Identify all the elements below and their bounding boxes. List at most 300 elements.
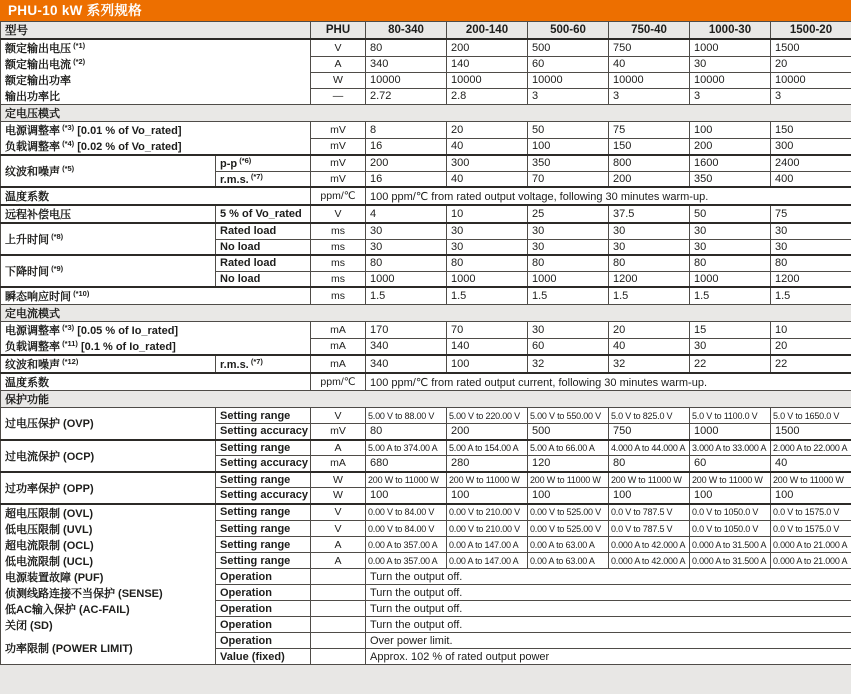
table-row: [1, 338, 851, 355]
value-cell: 32: [609, 355, 690, 373]
page-title: PHU-10 kW 系列规格: [0, 0, 851, 21]
value-cell: 200: [366, 155, 447, 171]
row-label: [1, 205, 216, 223]
row-label: [1, 601, 216, 617]
row-label-text: 负载调整率: [5, 341, 60, 353]
value-cell: 3: [771, 88, 851, 105]
row-label-extra: [0.05 % of Io_rated]: [74, 325, 179, 337]
row-sublabel: [216, 488, 311, 504]
row-sublabel: [216, 553, 311, 569]
value-cell: 5.0 V to 825.0 V: [609, 408, 690, 424]
row-span-value: 100 ppm/℃ from rated output voltage, following 30 minutes warm-up.: [366, 187, 851, 205]
row-label-note: (*11): [60, 339, 78, 348]
row-unit: mV: [311, 138, 366, 155]
value-cell: 50: [528, 122, 609, 139]
row-sublabel: [216, 155, 311, 171]
value-cell: 0.000 A to 21.000 A: [771, 537, 851, 553]
row-unit: A: [311, 553, 366, 569]
row-sublabel-note: (*7): [248, 171, 263, 181]
row-sublabel: [216, 633, 311, 649]
value-cell: 100: [447, 355, 528, 373]
row-unit: mA: [311, 322, 366, 339]
row-label: [1, 39, 311, 56]
value-cell: 40: [609, 56, 690, 72]
row-label-note: (*9): [49, 264, 64, 273]
row-label-text: 电源调整率: [5, 325, 60, 337]
row-unit: mA: [311, 338, 366, 355]
value-cell: 280: [447, 456, 528, 472]
row-span-value: Turn the output off.: [366, 601, 851, 617]
value-cell: 200: [690, 138, 771, 155]
table-row: [1, 440, 851, 456]
row-sublabel-text: Setting range: [220, 409, 291, 422]
value-cell: 30: [690, 239, 771, 255]
value-cell: 80: [690, 255, 771, 271]
row-label: [1, 553, 216, 569]
row-sublabel: [216, 171, 311, 187]
section-row: [1, 105, 851, 122]
value-cell: 300: [447, 155, 528, 171]
value-cell: 1000: [690, 271, 771, 287]
row-span-value: 100 ppm/℃ from rated output current, following 30 minutes warm-up.: [366, 373, 851, 391]
value-cell: 0.000 A to 31.500 A: [690, 537, 771, 553]
value-cell: 5.0 V to 1650.0 V: [771, 408, 851, 424]
row-unit: A: [311, 537, 366, 553]
value-cell: 120: [528, 456, 609, 472]
value-cell: 40: [447, 171, 528, 187]
row-sublabel: [216, 601, 311, 617]
row-label-extra: [0.02 % of Vo_rated]: [74, 141, 182, 153]
value-cell: 5.00 A to 154.00 A: [447, 440, 528, 456]
value-cell: 2.72: [366, 88, 447, 105]
value-cell: 350: [690, 171, 771, 187]
row-label-note: (*3): [60, 123, 75, 132]
row-sublabel-text: r.m.s.: [220, 173, 249, 186]
row-unit: ppm/℃: [311, 187, 366, 205]
value-cell: 25: [528, 205, 609, 223]
value-cell: 80: [366, 424, 447, 440]
row-label-text: 过电压保护 (OVP): [5, 418, 94, 431]
value-cell: 8: [366, 122, 447, 139]
value-cell: 30: [690, 56, 771, 72]
value-cell: 200: [609, 171, 690, 187]
row-sublabel: [216, 537, 311, 553]
value-cell: 0.00 A to 357.00 A: [366, 537, 447, 553]
row-sublabel-text: Setting accuracy: [220, 425, 309, 438]
value-cell: 40: [771, 456, 851, 472]
header-model-name: 1000-30: [690, 22, 771, 40]
row-label-text: 低电压限制 (UVL): [5, 523, 93, 536]
table-row: [1, 585, 851, 601]
row-unit: V: [311, 408, 366, 424]
value-cell: 0.000 A to 42.000 A: [609, 553, 690, 569]
value-cell: 30: [690, 223, 771, 239]
value-cell: 30: [366, 223, 447, 239]
value-cell: 16: [366, 171, 447, 187]
value-cell: 10000: [447, 72, 528, 88]
value-cell: 0.00 V to 210.00 V: [447, 504, 528, 521]
value-cell: 0.00 A to 63.00 A: [528, 537, 609, 553]
value-cell: 200 W to 11000 W: [609, 472, 690, 488]
value-cell: 200: [447, 424, 528, 440]
row-sublabel: [216, 424, 311, 440]
row-sublabel-note: (*6): [237, 156, 252, 166]
value-cell: 1.5: [528, 287, 609, 305]
row-sublabel-text: Operation: [220, 602, 272, 615]
value-cell: 80: [447, 255, 528, 271]
row-label-text: 超电压限制 (OVL): [5, 507, 93, 520]
row-unit: W: [311, 472, 366, 488]
table-row: [1, 187, 851, 205]
row-sublabel: [216, 223, 311, 239]
table-header: [1, 22, 851, 40]
value-cell: 0.0 V to 1575.0 V: [771, 521, 851, 537]
value-cell: 3: [609, 88, 690, 105]
section-label: 定电压模式: [1, 105, 851, 122]
value-cell: 37.5: [609, 205, 690, 223]
header-series-label: PHU: [311, 22, 366, 40]
value-cell: 80: [366, 39, 447, 56]
value-cell: 22: [690, 355, 771, 373]
row-label-text: 上升时间: [5, 234, 49, 246]
row-label-text: 过电流保护 (OCP): [5, 450, 95, 463]
value-cell: 170: [366, 322, 447, 339]
value-cell: 15: [690, 322, 771, 339]
row-sublabel-note: (*7): [248, 357, 263, 366]
value-cell: 30: [771, 239, 851, 255]
row-label: [1, 408, 216, 440]
value-cell: 100: [771, 488, 851, 504]
row-unit: ms: [311, 223, 366, 239]
value-cell: 40: [609, 338, 690, 355]
value-cell: 0.00 V to 525.00 V: [528, 521, 609, 537]
table-row: [1, 155, 851, 171]
table-row: [1, 569, 851, 585]
value-cell: 10000: [690, 72, 771, 88]
table-row: [1, 122, 851, 139]
row-label: [1, 56, 311, 72]
row-label: [1, 537, 216, 553]
table-row: [1, 537, 851, 553]
row-label-text: 电源装置故障 (PUF): [5, 571, 104, 584]
row-sublabel-text: Setting range: [220, 441, 291, 454]
row-span-value: Approx. 102 % of rated output power: [366, 649, 851, 665]
row-label-note: (*2): [71, 57, 86, 66]
row-label-text: 低AC输入保护 (AC-FAIL): [5, 603, 130, 616]
row-sublabel: [216, 504, 311, 521]
row-unit: [311, 649, 366, 665]
row-label: [1, 373, 311, 391]
row-label-text: 过功率保护 (OPP): [5, 482, 94, 495]
value-cell: 200 W to 11000 W: [771, 472, 851, 488]
value-cell: 0.00 A to 357.00 A: [366, 553, 447, 569]
row-unit: ms: [311, 271, 366, 287]
header-model-name: 750-40: [609, 22, 690, 40]
row-label-text: 关闭 (SD): [5, 619, 53, 632]
value-cell: 5.00 V to 220.00 V: [447, 408, 528, 424]
value-cell: 4.000 A to 44.000 A: [609, 440, 690, 456]
value-cell: 1000: [690, 424, 771, 440]
row-label: [1, 322, 311, 339]
table-row: [1, 72, 851, 88]
value-cell: 0.0 V to 1050.0 V: [690, 504, 771, 521]
row-sublabel: [216, 472, 311, 488]
value-cell: 340: [366, 338, 447, 355]
value-cell: 500: [528, 39, 609, 56]
header-model-name: 1500-20: [771, 22, 851, 40]
value-cell: 50: [690, 205, 771, 223]
row-unit: [311, 633, 366, 649]
value-cell: 400: [771, 171, 851, 187]
value-cell: 0.00 V to 210.00 V: [447, 521, 528, 537]
row-label: [1, 633, 216, 665]
value-cell: 0.000 A to 31.500 A: [690, 553, 771, 569]
value-cell: 350: [528, 155, 609, 171]
row-unit: mA: [311, 456, 366, 472]
value-cell: 100: [366, 488, 447, 504]
row-sublabel-text: Setting accuracy: [220, 489, 309, 502]
value-cell: 80: [609, 456, 690, 472]
table-row: [1, 56, 851, 72]
row-label-text: 低电流限制 (UCL): [5, 555, 93, 568]
value-cell: 140: [447, 338, 528, 355]
row-sublabel: [216, 569, 311, 585]
value-cell: 150: [771, 122, 851, 139]
spec-table: [0, 21, 851, 665]
row-sublabel: [216, 271, 311, 287]
value-cell: 10: [771, 322, 851, 339]
row-sublabel-text: Setting range: [220, 506, 291, 519]
value-cell: 0.0 V to 1050.0 V: [690, 521, 771, 537]
row-unit: ppm/℃: [311, 373, 366, 391]
row-label-text: 下降时间: [5, 266, 49, 278]
value-cell: 0.00 V to 525.00 V: [528, 504, 609, 521]
row-label-text: 额定输出电压: [5, 43, 71, 55]
row-sublabel: [216, 617, 311, 633]
value-cell: 60: [528, 338, 609, 355]
value-cell: 1.5: [447, 287, 528, 305]
value-cell: 30: [528, 223, 609, 239]
row-label-text: 额定输出功率: [5, 75, 71, 87]
value-cell: 0.000 A to 21.000 A: [771, 553, 851, 569]
value-cell: 0.0 V to 787.5 V: [609, 521, 690, 537]
row-sublabel: [216, 205, 311, 223]
value-cell: 80: [528, 255, 609, 271]
row-label-note: (*3): [60, 323, 75, 332]
row-label: [1, 521, 216, 537]
value-cell: 100: [609, 488, 690, 504]
row-sublabel: [216, 649, 311, 665]
row-label: [1, 585, 216, 601]
value-cell: 100: [447, 488, 528, 504]
value-cell: 140: [447, 56, 528, 72]
row-unit: A: [311, 56, 366, 72]
table-row: [1, 504, 851, 521]
section-row: [1, 305, 851, 322]
section-row: [1, 391, 851, 408]
value-cell: 5.00 A to 374.00 A: [366, 440, 447, 456]
table-row: [1, 521, 851, 537]
value-cell: 1.5: [690, 287, 771, 305]
value-cell: 2.8: [447, 88, 528, 105]
value-cell: 0.0 V to 787.5 V: [609, 504, 690, 521]
value-cell: 10000: [771, 72, 851, 88]
row-unit: [311, 569, 366, 585]
row-span-value: Over power limit.: [366, 633, 851, 649]
row-label-note: (*1): [71, 41, 86, 50]
row-sublabel: [216, 355, 311, 373]
header-model-name: 200-140: [447, 22, 528, 40]
value-cell: 3.000 A to 33.000 A: [690, 440, 771, 456]
table-body: [1, 39, 851, 665]
value-cell: 0.0 V to 1575.0 V: [771, 504, 851, 521]
row-label-text: 温度系数: [5, 377, 49, 389]
row-sublabel-text: Setting range: [220, 538, 291, 551]
value-cell: 1200: [609, 271, 690, 287]
value-cell: 100: [690, 122, 771, 139]
value-cell: 1200: [771, 271, 851, 287]
row-label-text: 电源调整率: [5, 125, 60, 137]
row-unit: V: [311, 521, 366, 537]
row-label: [1, 569, 216, 585]
value-cell: 10000: [609, 72, 690, 88]
row-label-text: 超电流限制 (OCL): [5, 539, 94, 552]
row-unit: [311, 585, 366, 601]
row-sublabel-text: Setting range: [220, 522, 291, 535]
row-label-text: 纹波和噪声: [5, 166, 60, 178]
value-cell: 30: [690, 338, 771, 355]
table-row: [1, 472, 851, 488]
row-label: [1, 88, 311, 105]
value-cell: 5.00 A to 66.00 A: [528, 440, 609, 456]
value-cell: 5.00 V to 550.00 V: [528, 408, 609, 424]
row-label-note: (*10): [71, 289, 90, 298]
value-cell: 30: [609, 223, 690, 239]
value-cell: 680: [366, 456, 447, 472]
value-cell: 1.5: [609, 287, 690, 305]
table-row: [1, 205, 851, 223]
row-label: [1, 440, 216, 472]
row-unit: mV: [311, 171, 366, 187]
value-cell: 30: [528, 239, 609, 255]
table-row: [1, 633, 851, 649]
value-cell: 10000: [366, 72, 447, 88]
section-label: 定电流模式: [1, 305, 851, 322]
row-label: [1, 122, 311, 139]
row-sublabel-text: Setting accuracy: [220, 457, 309, 470]
header-model-label: 型号: [1, 22, 311, 40]
row-label: [1, 223, 216, 255]
table-row: [1, 601, 851, 617]
row-sublabel-text: Operation: [220, 586, 272, 599]
value-cell: 70: [528, 171, 609, 187]
row-unit: V: [311, 504, 366, 521]
value-cell: 3: [690, 88, 771, 105]
value-cell: 0.00 A to 63.00 A: [528, 553, 609, 569]
value-cell: 75: [771, 205, 851, 223]
value-cell: 750: [609, 424, 690, 440]
row-sublabel-text: Rated load: [220, 225, 277, 238]
table-row: [1, 617, 851, 633]
row-span-value: Turn the output off.: [366, 569, 851, 585]
value-cell: 500: [528, 424, 609, 440]
value-cell: 30: [447, 239, 528, 255]
value-cell: 200 W to 11000 W: [690, 472, 771, 488]
table-row: [1, 138, 851, 155]
value-cell: 16: [366, 138, 447, 155]
row-label: [1, 255, 216, 287]
row-label-text: 纹波和噪声: [5, 359, 60, 371]
row-sublabel-text: Rated load: [220, 257, 277, 270]
row-label: [1, 187, 311, 205]
table-row: [1, 223, 851, 239]
row-sublabel-text: 5 % of Vo_rated: [220, 208, 302, 220]
table-row: [1, 355, 851, 373]
row-label-note: (*5): [60, 164, 75, 173]
row-unit: [311, 601, 366, 617]
row-sublabel: [216, 440, 311, 456]
row-unit: ms: [311, 239, 366, 255]
row-label: [1, 138, 311, 155]
row-sublabel-text: Value (fixed): [220, 650, 285, 663]
value-cell: 30: [609, 239, 690, 255]
table-row: [1, 88, 851, 105]
row-unit: [311, 617, 366, 633]
value-cell: 75: [609, 122, 690, 139]
value-cell: 1000: [447, 271, 528, 287]
row-sublabel: [216, 521, 311, 537]
row-label-text: 输出功率比: [5, 91, 60, 103]
row-span-value: Turn the output off.: [366, 617, 851, 633]
header-row: [1, 22, 851, 40]
value-cell: 30: [771, 223, 851, 239]
value-cell: 32: [528, 355, 609, 373]
row-label-text: 侦测线路连接不当保护 (SENSE): [5, 587, 163, 600]
row-label-text: 额定输出电流: [5, 59, 71, 71]
value-cell: 40: [447, 138, 528, 155]
row-sublabel: [216, 585, 311, 601]
value-cell: 30: [366, 239, 447, 255]
row-sublabel: [216, 408, 311, 424]
row-unit: ms: [311, 287, 366, 305]
value-cell: 70: [447, 322, 528, 339]
value-cell: 1.5: [366, 287, 447, 305]
value-cell: 150: [609, 138, 690, 155]
row-sublabel-text: Operation: [220, 570, 272, 583]
value-cell: 200 W to 11000 W: [447, 472, 528, 488]
row-label-text: 瞬态响应时间: [5, 291, 71, 303]
value-cell: 5.0 V to 1100.0 V: [690, 408, 771, 424]
row-label-extra: [0.1 % of Io_rated]: [77, 341, 176, 353]
row-label: [1, 155, 216, 187]
row-sublabel-text: Setting range: [220, 554, 291, 567]
value-cell: 0.00 A to 147.00 A: [447, 537, 528, 553]
row-span-value: Turn the output off.: [366, 585, 851, 601]
value-cell: 100: [528, 138, 609, 155]
row-sublabel-text: r.m.s.: [220, 359, 249, 371]
value-cell: 30: [528, 322, 609, 339]
value-cell: 0.00 V to 84.00 V: [366, 504, 447, 521]
value-cell: 200: [447, 39, 528, 56]
value-cell: 3: [528, 88, 609, 105]
section-label: 保护功能: [1, 391, 851, 408]
value-cell: 60: [690, 456, 771, 472]
value-cell: 22: [771, 355, 851, 373]
table-row: [1, 39, 851, 56]
row-unit: A: [311, 440, 366, 456]
row-sublabel-text: Setting range: [220, 473, 291, 486]
value-cell: 30: [447, 223, 528, 239]
